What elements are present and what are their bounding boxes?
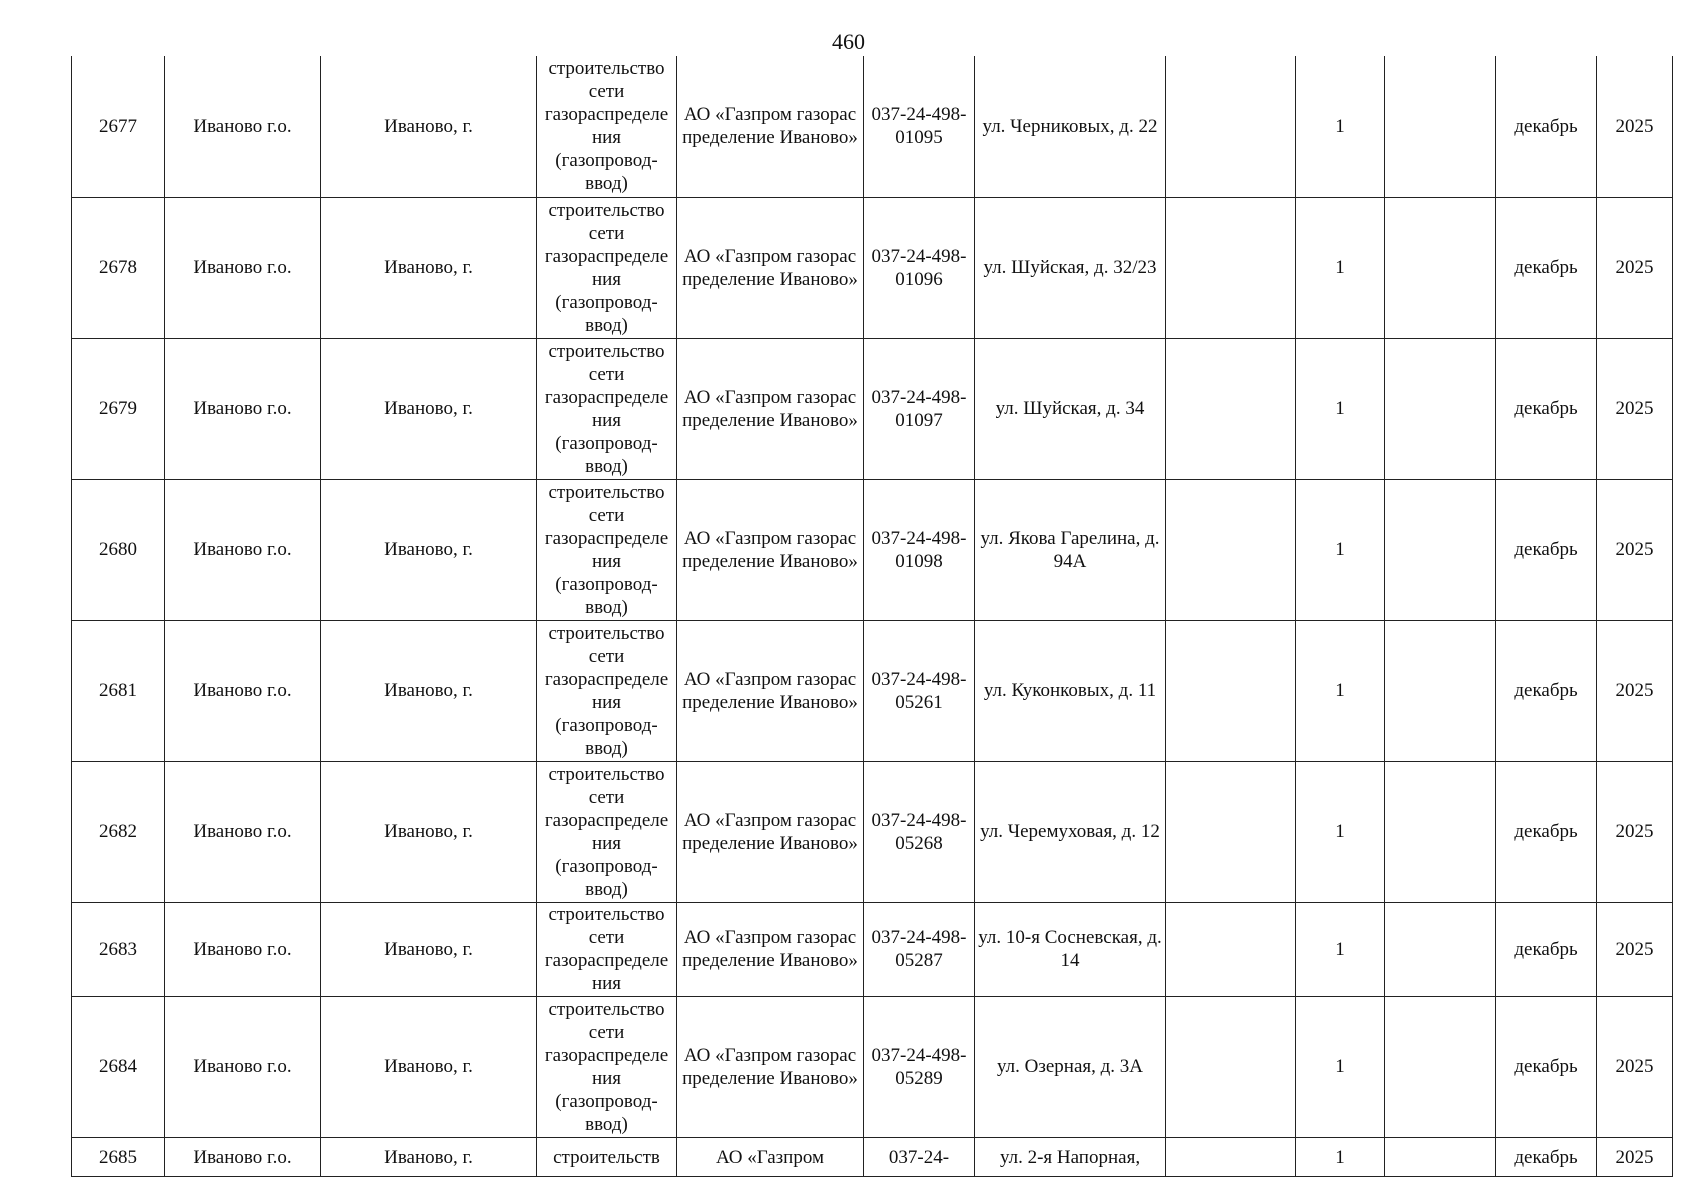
cell-object-code: 037-24-498-05268	[864, 761, 975, 902]
cell-empty-10	[1385, 56, 1496, 197]
cell-locality: Иваново, г.	[321, 479, 537, 620]
table-row	[72, 902, 1673, 996]
table-row	[72, 338, 1673, 479]
cell-object-code: 037-24-498-01098	[864, 479, 975, 620]
cell-month: декабрь	[1496, 56, 1597, 197]
cell-month: декабрь	[1496, 996, 1597, 1137]
cell-address: ул. 10-я Сосневская, д. 14	[975, 902, 1166, 996]
cell-number: 2681	[72, 620, 165, 761]
cell-month: декабрь	[1496, 338, 1597, 479]
cell-number: 2685	[72, 1137, 165, 1176]
cell-address: ул. Черниковых, д. 22	[975, 56, 1166, 197]
cell-object-code: 037-24-498-01095	[864, 56, 975, 197]
cell-address: ул. Шуйская, д. 34	[975, 338, 1166, 479]
page-number: 460	[832, 29, 865, 54]
cell-empty-10	[1385, 338, 1496, 479]
cell-district: Иваново г.о.	[165, 996, 321, 1137]
cell-work-type: строительств	[537, 1137, 677, 1176]
cell-organization: АО «Газпром газораспределение Иваново»	[677, 902, 864, 996]
cell-year: 2025	[1597, 56, 1673, 197]
cell-year: 2025	[1597, 1137, 1673, 1176]
cell-district: Иваново г.о.	[165, 1137, 321, 1176]
cell-work-type: строительство сети газораспределения (газопровод-ввод)	[537, 56, 677, 197]
cell-number: 2683	[72, 902, 165, 996]
cell-empty-8	[1166, 479, 1296, 620]
cell-organization: АО «Газпром газораспределение Иваново»	[677, 479, 864, 620]
table-row	[72, 197, 1673, 338]
cell-year: 2025	[1597, 197, 1673, 338]
cell-organization: АО «Газпром газораспределение Иваново»	[677, 996, 864, 1137]
cell-empty-8	[1166, 996, 1296, 1137]
cell-empty-10	[1385, 902, 1496, 996]
cell-work-type: строительство сети газораспределения (газопровод-ввод)	[537, 338, 677, 479]
cell-empty-8	[1166, 1137, 1296, 1176]
cell-work-type: строительство сети газораспределения (газопровод-ввод)	[537, 996, 677, 1137]
cell-quantity: 1	[1296, 1137, 1385, 1176]
cell-month: декабрь	[1496, 620, 1597, 761]
cell-work-type: строительство сети газораспределения (газопровод-ввод)	[537, 197, 677, 338]
cell-quantity: 1	[1296, 902, 1385, 996]
cell-quantity: 1	[1296, 620, 1385, 761]
table-row	[72, 479, 1673, 620]
cell-locality: Иваново, г.	[321, 197, 537, 338]
cell-object-code: 037-24-498-01096	[864, 197, 975, 338]
cell-empty-8	[1166, 338, 1296, 479]
cell-empty-8	[1166, 197, 1296, 338]
cell-locality: Иваново, г.	[321, 902, 537, 996]
cell-month: декабрь	[1496, 197, 1597, 338]
cell-district: Иваново г.о.	[165, 902, 321, 996]
cell-locality: Иваново, г.	[321, 56, 537, 197]
cell-locality: Иваново, г.	[321, 1137, 537, 1176]
cell-empty-10	[1385, 761, 1496, 902]
cell-address: ул. Якова Гарелина, д. 94А	[975, 479, 1166, 620]
cell-work-type: строительство сети газораспределения (газопровод-ввод)	[537, 620, 677, 761]
cell-quantity: 1	[1296, 338, 1385, 479]
cell-object-code: 037-24-498-05289	[864, 996, 975, 1137]
cell-organization: АО «Газпром газораспределение Иваново»	[677, 620, 864, 761]
cell-district: Иваново г.о.	[165, 479, 321, 620]
cell-object-code: 037-24-498-05287	[864, 902, 975, 996]
cell-quantity: 1	[1296, 479, 1385, 620]
table-row	[72, 996, 1673, 1137]
cell-organization: АО «Газпром газораспределение Иваново»	[677, 56, 864, 197]
cell-locality: Иваново, г.	[321, 338, 537, 479]
cell-district: Иваново г.о.	[165, 56, 321, 197]
cell-year: 2025	[1597, 761, 1673, 902]
cell-object-code: 037-24-	[864, 1137, 975, 1176]
cell-organization: АО «Газпром газораспределение Иваново»	[677, 338, 864, 479]
cell-organization: АО «Газпром	[677, 1137, 864, 1176]
cell-number: 2677	[72, 56, 165, 197]
cell-empty-8	[1166, 56, 1296, 197]
cell-locality: Иваново, г.	[321, 620, 537, 761]
cell-district: Иваново г.о.	[165, 761, 321, 902]
cell-empty-8	[1166, 620, 1296, 761]
cell-district: Иваново г.о.	[165, 197, 321, 338]
table-row	[72, 761, 1673, 902]
cell-object-code: 037-24-498-01097	[864, 338, 975, 479]
cell-address: ул. 2-я Напорная,	[975, 1137, 1166, 1176]
cell-month: декабрь	[1496, 479, 1597, 620]
cell-number: 2680	[72, 479, 165, 620]
cell-year: 2025	[1597, 479, 1673, 620]
cell-empty-10	[1385, 1137, 1496, 1176]
cell-quantity: 1	[1296, 197, 1385, 338]
table-row	[72, 1137, 1673, 1176]
table-body	[72, 56, 1673, 1176]
cell-locality: Иваново, г.	[321, 761, 537, 902]
cell-work-type: строительство сети газораспределения (газопровод-ввод)	[537, 761, 677, 902]
cell-number: 2682	[72, 761, 165, 902]
cell-organization: АО «Газпром газораспределение Иваново»	[677, 197, 864, 338]
cell-empty-10	[1385, 197, 1496, 338]
cell-month: декабрь	[1496, 902, 1597, 996]
cell-district: Иваново г.о.	[165, 620, 321, 761]
cell-object-code: 037-24-498-05261	[864, 620, 975, 761]
cell-address: ул. Куконковых, д. 11	[975, 620, 1166, 761]
cell-work-type: строительство сети газораспределения (газопровод-ввод)	[537, 479, 677, 620]
cell-empty-8	[1166, 902, 1296, 996]
cell-number: 2684	[72, 996, 165, 1137]
cell-address: ул. Черемуховая, д. 12	[975, 761, 1166, 902]
table-row	[72, 620, 1673, 761]
cell-address: ул. Шуйская, д. 32/23	[975, 197, 1166, 338]
cell-address: ул. Озерная, д. 3А	[975, 996, 1166, 1137]
cell-organization: АО «Газпром газораспределение Иваново»	[677, 761, 864, 902]
cell-district: Иваново г.о.	[165, 338, 321, 479]
cell-locality: Иваново, г.	[321, 996, 537, 1137]
cell-year: 2025	[1597, 902, 1673, 996]
cell-quantity: 1	[1296, 56, 1385, 197]
cell-quantity: 1	[1296, 761, 1385, 902]
cell-empty-10	[1385, 620, 1496, 761]
cell-month: декабрь	[1496, 761, 1597, 902]
cell-work-type: строительство сети газораспределения	[537, 902, 677, 996]
cell-number: 2678	[72, 197, 165, 338]
cell-year: 2025	[1597, 620, 1673, 761]
cell-quantity: 1	[1296, 996, 1385, 1137]
cell-year: 2025	[1597, 996, 1673, 1137]
cell-empty-10	[1385, 479, 1496, 620]
cell-empty-10	[1385, 996, 1496, 1137]
cell-year: 2025	[1597, 338, 1673, 479]
registry-table	[71, 56, 1673, 1177]
cell-month: декабрь	[1496, 1137, 1597, 1176]
cell-empty-8	[1166, 761, 1296, 902]
table-row	[72, 56, 1673, 197]
cell-number: 2679	[72, 338, 165, 479]
